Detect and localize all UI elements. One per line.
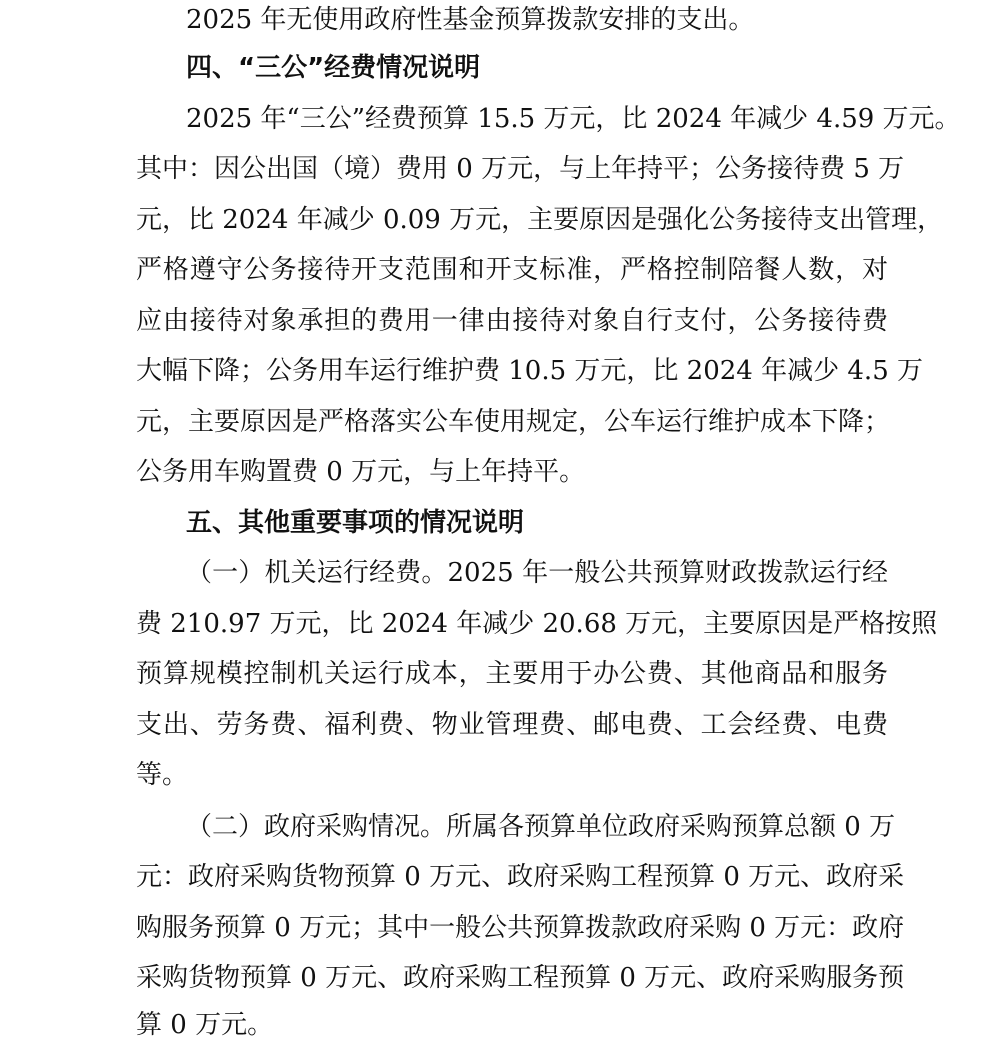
paragraph-line: 元：政府采购货物预算 0 万元、政府采购工程预算 0 万元、政府采 — [136, 862, 905, 892]
paragraph-line: 元，比 2024 年减少 0.09 万元，主要原因是强化公务接待支出管理， — [136, 205, 944, 235]
paragraph-line: 严格遵守公务接待开支范围和开支标准，严格控制陪餐人数，对 — [136, 255, 888, 285]
paragraph-line: 等。 — [136, 760, 189, 790]
paragraph-line: （一）机关运行经费。2025 年一般公共预算财政拨款运行经 — [186, 558, 888, 588]
paragraph-line: 应由接待对象承担的费用一律由接待对象自行支付，公务接待费 — [136, 306, 888, 336]
paragraph-line: 公务用车购置费 0 万元，与上年持平。 — [136, 457, 586, 487]
paragraph-line: 支出、劳务费、福利费、物业管理费、邮电费、工会经费、电费 — [136, 710, 888, 740]
paragraph-line: 采购货物预算 0 万元、政府采购工程预算 0 万元、政府采购服务预 — [136, 963, 905, 993]
section-heading-four: 四、“三公”经费情况说明 — [186, 53, 481, 83]
paragraph-line: 购服务预算 0 万元；其中一般公共预算拨款政府采购 0 万元：政府 — [136, 913, 905, 943]
section-heading-five: 五、其他重要事项的情况说明 — [186, 508, 525, 538]
paragraph-line: 元，主要原因是严格落实公车使用规定，公车运行维护成本下降； — [136, 407, 891, 437]
paragraph-line: 2025 年无使用政府性基金预算拨款安排的支出。 — [186, 5, 755, 35]
paragraph-line: 大幅下降；公务用车运行维护费 10.5 万元，比 2024 年减少 4.5 万 — [136, 356, 923, 386]
paragraph-line: 2025 年“三公”经费预算 15.5 万元，比 2024 年减少 4.59 万元。 — [186, 104, 961, 134]
paragraph-line: （二）政府采购情况。所属各预算单位政府采购预算总额 0 万 — [186, 812, 896, 842]
paragraph-line: 算 0 万元。 — [136, 1010, 274, 1040]
paragraph-line: 预算规模控制机关运行成本，主要用于办公费、其他商品和服务 — [136, 659, 888, 689]
paragraph-line: 费 210.97 万元，比 2024 年减少 20.68 万元，主要原因是严格按照 — [136, 609, 938, 639]
paragraph-line: 其中：因公出国（境）费用 0 万元，与上年持平；公务接待费 5 万 — [136, 154, 905, 184]
